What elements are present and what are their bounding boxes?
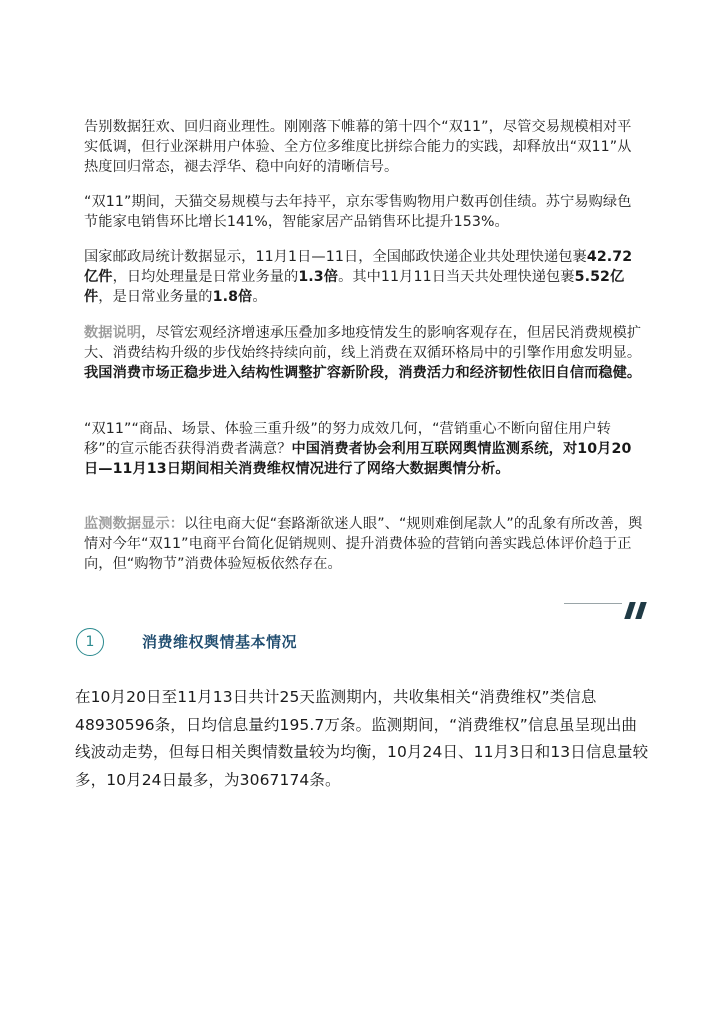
text-span: ，尽管宏观经济增速承压叠加多地疫情发生的影响客观存在，但居民消费规模扩大、消费结构升级的步伐始终持续向前，线上消费在双循环格局中的引擎作用愈发明显。 — [84, 325, 642, 361]
paragraph-monitoring-results — [84, 514, 644, 574]
text-span: ，日均处理量是日常业务量的 — [112, 269, 299, 285]
bold-figure: 5.52亿件 — [84, 269, 625, 305]
paragraph-monitoring-intro — [84, 419, 644, 479]
text-span: ，是日常业务量的 — [98, 289, 213, 305]
bold-conclusion: 我国消费市场正稳步进入结构性调整扩容新阶段，消费活力和经济韧性依旧自信而稳健。 — [84, 365, 642, 381]
text-span: “双11”“商品、场景、体验三重升级”的努力成效几何，“营销重心不断向留住用户转移”的宣示能否获得消费者满意？ — [84, 421, 611, 457]
data-note-label: 数据说明 — [84, 325, 142, 341]
text-span: 。 — [252, 289, 267, 305]
paragraph-intro: 告别数据狂欢、回归商业理性。刚刚落下帷幕的第十四个“双11”，尽管交易规模相对平实低调，但行业深耕用户体验、全方位多维度比拼综合能力的实践，却释放出“双11”从热度回归常态，褪去浮华、稳中向好的清晰信号。 — [84, 119, 632, 175]
monitoring-label: 监测数据显示： — [84, 516, 185, 532]
divider-slash-mark — [635, 602, 647, 619]
bold-figure: 1.3倍 — [298, 269, 339, 285]
text-span: 。其中11月11日当天共处理快递包裹 — [338, 269, 575, 285]
paragraph-postal-stats — [84, 247, 644, 307]
text-span: 国家邮政局统计数据显示，11月1日—11日，全国邮政快递企业共处理快递包裹 — [84, 249, 587, 265]
bold-figure: 1.8倍 — [212, 289, 253, 305]
paragraph-data-note — [84, 323, 644, 383]
bold-statement: 中国消费者协会利用互联网舆情监测系统，对10月20日—11月13日期间相关消费维权情况进行了网络大数据舆情分析。 — [84, 441, 632, 477]
bold-figure: 42.72亿件 — [84, 249, 633, 285]
section-title: 消费维权舆情基本情况 — [142, 633, 298, 651]
section-number-badge: 1 — [76, 628, 104, 656]
section-divider — [564, 600, 648, 622]
paragraph-sales: “双11”期间，天猫交易规模与去年持平，京东零售购物用户数再创佳绩。苏宁易购绿色节能家电销售环比增长141%，智能家居产品销售环比提升153%。 — [84, 194, 632, 230]
divider-slash-mark — [624, 602, 636, 619]
paragraph-section-body: 在10月20日至11月13日共计25天监测期内，共收集相关“消费维权”类信息48930596条，日均信息量约195.7万条。监测期间，“消费维权”信息虽呈现出曲线波动走势，但每日相关舆情数量较为均衡，10月24日、11月3日和13日信息量较多，10月24日最多，为3067174条。 — [75, 688, 649, 789]
text-span: 以往电商大促“套路渐欲迷人眼”、“规则难倒尾款人”的乱象有所改善，舆情对今年“双11”电商平台简化促销规则、提升消费体验的营销向善实践总体评价趋于正向，但“购物节”消费体验短板依然存在。 — [84, 516, 643, 572]
divider-line — [564, 603, 622, 604]
